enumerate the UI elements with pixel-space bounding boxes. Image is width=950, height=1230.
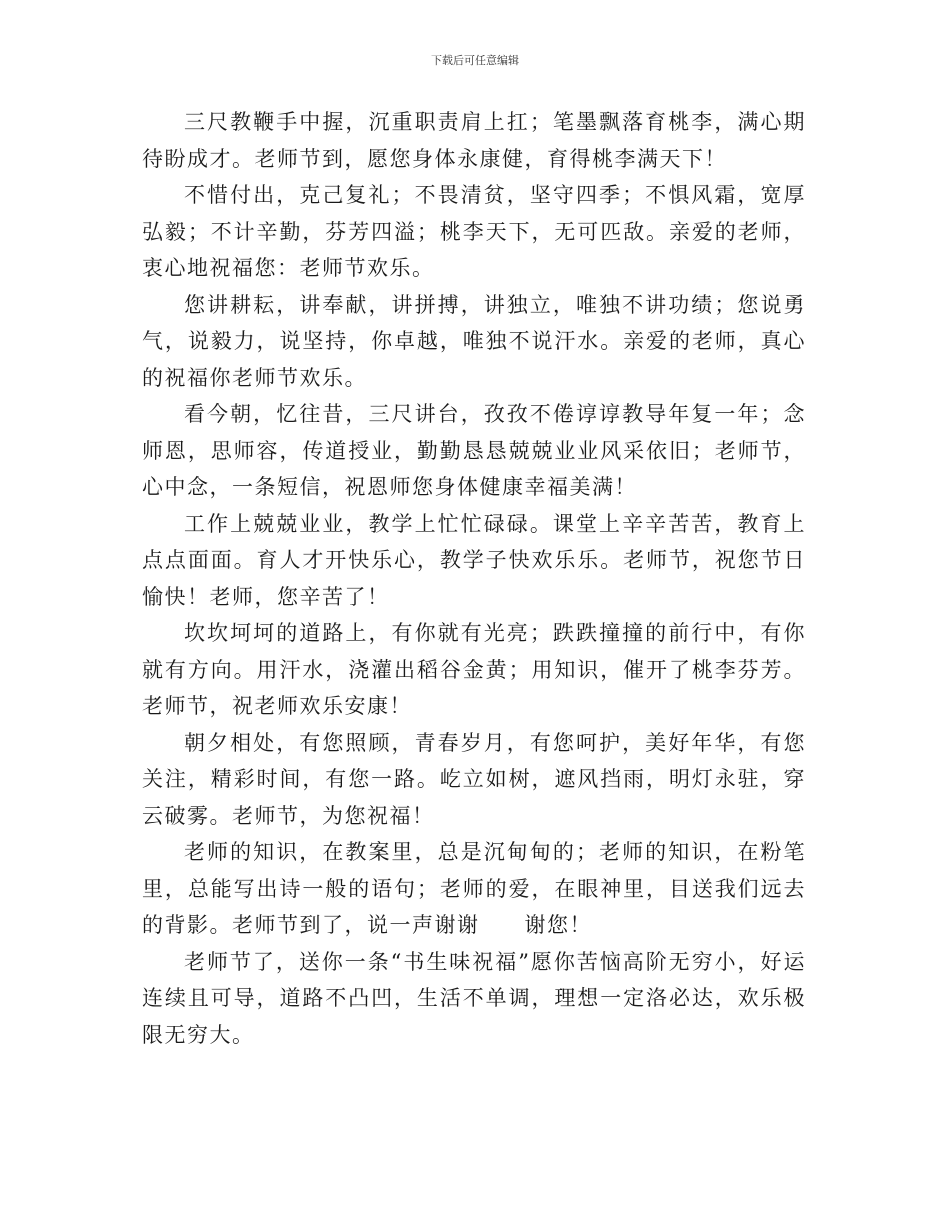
page-header: 下载后可任意编辑 bbox=[431, 54, 519, 67]
paragraph-6: 坎坎坷坷的道路上，有你就有光亮；跌跌撞撞的前行中，有你就有方向。用汗水，浇灌出稻谷金黄；用知识，催开了桃李芬芳。老师节，祝老师欢乐安康！ bbox=[142, 621, 806, 718]
paragraph-9: 老师节了，送你一条“书生味祝福”愿你苦恼高阶无穷小，好运连续且可导，道路不凸凹，生活不单调，理想一定洛必达，欢乐极限无穷大。 bbox=[142, 949, 806, 1047]
paragraph-3: 您讲耕耘，讲奉献，讲拼搏，讲独立，唯独不讲功绩；您说勇气，说毅力，说坚持，你卓越，唯独不说汗水。亲爱的老师，真心的祝福你老师节欢乐。 bbox=[142, 292, 806, 390]
paragraph-7: 朝夕相处，有您照顾，青春岁月，有您呵护，美好年华，有您关注，精彩时间，有您一路。屹立如树，遮风挡雨，明灯永驻，穿云破雾。老师节，为您祝福！ bbox=[142, 730, 806, 828]
paragraph-2: 不惜付出，克己复礼；不畏清贫，坚守四季；不惧风霜，宽厚弘毅；不计辛勤，芬芳四溢；桃李天下，无可匹敌。亲爱的老师，衷心地祝福您：老师节欢乐。 bbox=[142, 183, 806, 280]
paragraph-8: 老师的知识，在教案里，总是沉甸甸的；老师的知识，在粉笔里，总能写出诗一般的语句；老师的爱，在眼神里，目送我们远去的背影。老师节到了，说一声谢谢 谢您！ bbox=[142, 840, 806, 937]
paragraph-4: 看今朝，忆往昔，三尺讲台，孜孜不倦谆谆教导年复一年；念师恩，思师容，传道授业，勤勤恳恳兢兢业业风采依旧；老师节，心中念，一条短信，祝恩师您身体健康幸福美满！ bbox=[142, 402, 806, 499]
paragraph-5: 工作上兢兢业业，教学上忙忙碌碌。课堂上辛辛苦苦，教育上点点面面。育人才开快乐心，教学子快欢乐乐。老师节，祝您节日愉快！老师，您辛苦了！ bbox=[142, 511, 806, 609]
paragraph-1: 三尺教鞭手中握，沉重职责肩上扛；笔墨飘落育桃李，满心期待盼成才。老师节到，愿您身体永康健，育得桃李满天下！ bbox=[142, 110, 806, 171]
document-body bbox=[142, 104, 806, 1053]
